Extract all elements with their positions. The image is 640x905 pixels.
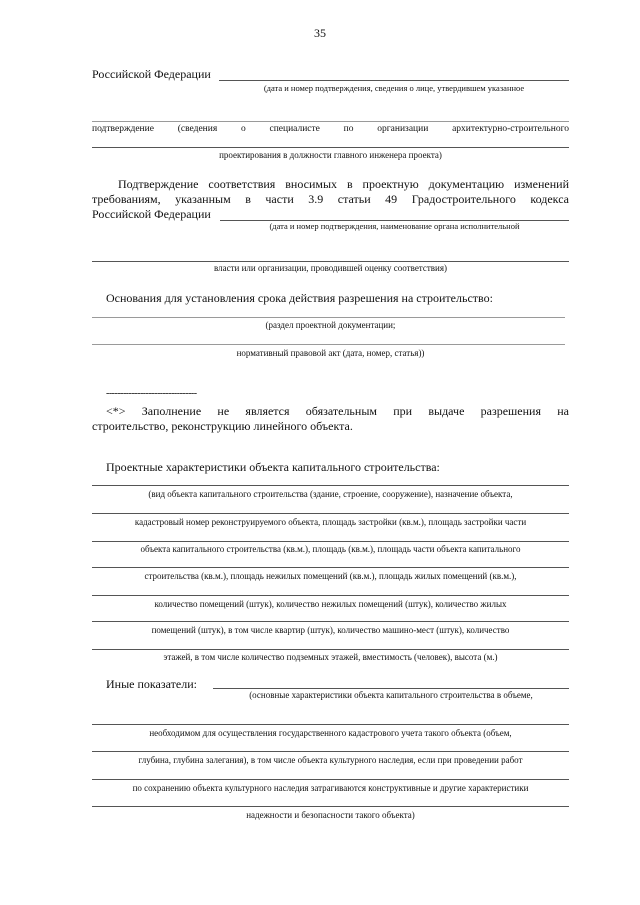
caption: необходимом для осуществления государственного кадастрового учета такого объекта (объем, (149, 728, 512, 738)
rf-label-1: Российской Федерации (92, 67, 211, 81)
caption: строительства (кв.м.), площадь нежилых помещений (кв.м.), площадь жилых помещений (кв.м.), (144, 571, 517, 581)
fill-line (92, 261, 569, 262)
fill-line (92, 147, 569, 148)
caption: глубина, глубина залегания), в том числе объекта культурного наследия, если при проведении работ (138, 755, 523, 765)
fill-line (92, 621, 569, 622)
other-indicators-label: Иные показатели: (106, 677, 197, 691)
caption: этажей, в том числе количество подземных этажей, вместимость (человек), высота (м.) (163, 652, 498, 662)
caption: (дата и номер подтверждения, наименование органа исполнительной (269, 221, 520, 231)
text: <*> Заполнение не является обязательным при выдаче разрешения на (106, 404, 569, 418)
fill-line (92, 779, 569, 780)
word: о (240, 124, 246, 134)
caption: объекта капитального строительства (кв.м.), площадь (кв.м.), площадь части объекта капитального (140, 544, 521, 554)
caption: власти или организации, проводившей оценку соответствия) (214, 263, 447, 273)
footnote-line-2: строительство, реконструкцию линейного объекта. (92, 419, 353, 433)
caption: кадастровый номер реконструируемого объекта, площадь застройки (кв.м.), площадь застройки части (134, 517, 527, 527)
word: архитектурно-строительного (452, 124, 569, 134)
word: (сведения (177, 124, 218, 134)
fill-line (92, 121, 569, 122)
word: специалисте (269, 124, 320, 134)
word: по (343, 124, 354, 134)
rf-label-2: Российской Федерации (92, 207, 211, 221)
caption: (основные характеристики объекта капитального строительства в объеме, (249, 690, 533, 700)
fill-line (92, 806, 569, 807)
fill-line (92, 317, 565, 318)
fill-line (219, 80, 569, 81)
fill-line (92, 485, 569, 486)
fill-line (92, 649, 569, 650)
fill-line (92, 541, 569, 542)
text: требованиям, указанным в части 3.9 статьи 49 Градостроительного кодекса (92, 192, 569, 206)
paragraph-line (92, 192, 569, 207)
word: подтверждение (92, 124, 154, 134)
word: организации (377, 124, 429, 134)
caption-justified (92, 123, 569, 135)
fill-line (213, 688, 569, 689)
caption: проектирования в должности главного инженера проекта) (219, 150, 442, 160)
caption: надежности и безопасности такого объекта) (246, 810, 415, 820)
caption: (раздел проектной документации; (265, 320, 396, 330)
caption: (дата и номер подтверждения, сведения о лице, утвердившем указанное (263, 83, 525, 93)
fill-line (92, 724, 569, 725)
footnote-line-1 (106, 404, 569, 419)
caption: помещений (штук), в том числе квартир (штук), количество машино-мест (штук), количество (151, 625, 510, 635)
characteristics-heading: Проектные характеристики объекта капитального строительства: (106, 460, 440, 474)
caption: (вид объекта капитального строительства (здание, строение, сооружение), назначение объекта, (148, 489, 513, 499)
page-number: 35 (314, 26, 326, 40)
caption: нормативный правовой акт (дата, номер, статья)) (236, 348, 425, 358)
fill-line (92, 344, 565, 345)
caption: количество помещений (штук), количество нежилых помещений (штук), количество жилых (154, 599, 507, 609)
paragraph-line (118, 177, 569, 192)
fill-line (92, 513, 569, 514)
text: Подтверждение соответствия вносимых в проектную документацию изменений (118, 177, 569, 191)
fill-line (92, 595, 569, 596)
fill-line (92, 751, 569, 752)
grounds-heading: Основания для установления срока действия разрешения на строительство: (106, 291, 493, 305)
footnote-separator: -------------------------------- (106, 388, 197, 399)
fill-line (92, 567, 569, 568)
caption: по сохранению объекта культурного наследия затрагиваются конструктивные и другие характеристики (132, 783, 529, 793)
